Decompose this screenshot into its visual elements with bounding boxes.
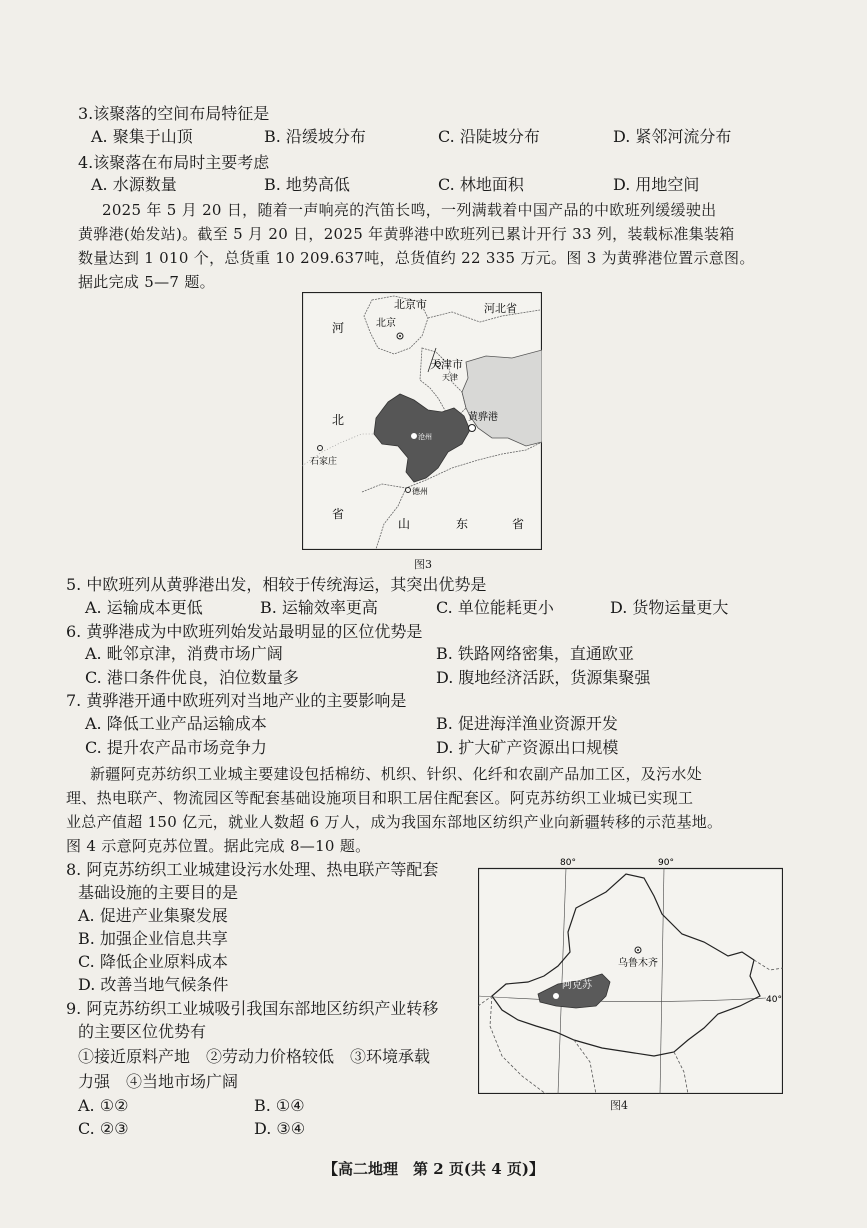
q6-option-b: B. 铁路网络密集，直通欧亚 (436, 644, 634, 663)
passage2-line2: 理、热电联产、物流园区等配套基础设施项目和职工居住配套区。阿克苏纺织工业城已实现工 (66, 789, 694, 807)
map3-label-he: 河 (332, 321, 345, 335)
q6-stem: 6. 黄骅港成为中欧班列始发站最明显的区位优势是 (66, 622, 423, 641)
map3-label-dong: 东 (456, 517, 469, 531)
q9-stem-line2: 的主要区位优势有 (78, 1022, 207, 1041)
q7-option-a: A. 降低工业产品运输成本 (85, 714, 267, 733)
passage1-line3: 数量达到 1 010 个，总货重 10 209.637吨，总货值约 22 335 万元。图 3 为黄骅港位置示意图。 (78, 249, 755, 267)
passage2-line1: 新疆阿克苏纺织工业城主要建设包括棉纺、机织、针织、化纤和农副产品加工区，及污水处 (90, 765, 703, 783)
q7-option-b: B. 促进海洋渔业资源开发 (436, 714, 618, 733)
passage1-line2: 黄骅港(始发站)。截至 5 月 20 日，2025 年黄骅港中欧班列已累计开行 33 列，装载标准集装箱 (78, 225, 735, 243)
map3-label-shijiazhuang: 石家庄 (310, 457, 338, 467)
map3-label-tianjin-city: 天津市 (430, 358, 463, 371)
q5-option-a: A. 运输成本更低 (85, 598, 203, 617)
q6-option-c: C. 港口条件优良，泊位数量多 (85, 668, 299, 687)
q8-stem-line2: 基础设施的主要目的是 (78, 883, 239, 902)
q9-items-line1: ①接近原料产地 ②劳动力价格较低 ③环境承载 (78, 1047, 431, 1066)
q6-option-d: D. 腹地经济活跃，货源集聚强 (436, 668, 651, 687)
q4-option-b: B. 地势高低 (264, 175, 350, 194)
q8-option-a: A. 促进产业集聚发展 (78, 906, 228, 925)
q9-option-a: A. ①② (78, 1096, 129, 1115)
q9-items-line2: 力强 ④当地市场广阔 (78, 1072, 239, 1091)
map3-label-sheng-right: 省 (512, 517, 525, 531)
q4-option-d: D. 用地空间 (613, 175, 700, 194)
map3-caption: 图3 (414, 558, 432, 571)
q9-option-c: C. ②③ (78, 1119, 129, 1138)
q9-option-d: D. ③④ (254, 1119, 306, 1138)
q8-option-b: B. 加强企业信息共享 (78, 929, 228, 948)
passage2-line3: 业总产值超 150 亿元，就业人数超 6 万人，成为我国东部地区纺织产业向新疆转移的示范基地。 (66, 813, 723, 831)
map4-label-aksu: 阿克苏 (562, 980, 592, 991)
q8-stem-line1: 8. 阿克苏纺织工业城建设污水处理、热电联产等配套 (66, 860, 439, 879)
q3-stem: 3.该聚落的空间布局特征是 (78, 104, 270, 123)
q4-stem: 4.该聚落在布局时主要考虑 (78, 153, 270, 172)
map3-label-cangzhou: 沧州 (418, 433, 432, 441)
map3-huanghua-location (302, 292, 542, 550)
map3-label-tianjin: 天津 (442, 373, 458, 382)
passage2-line4: 图 4 示意阿克苏位置。据此完成 8—10 题。 (66, 837, 371, 855)
q3-option-a: A. 聚集于山顶 (91, 127, 193, 146)
q4-option-a: A. 水源数量 (91, 175, 177, 194)
q9-option-b: B. ①④ (254, 1096, 305, 1115)
q3-option-c: C. 沿陡坡分布 (438, 127, 540, 146)
q8-option-d: D. 改善当地气候条件 (78, 975, 229, 994)
map3-label-beijing-city: 北京市 (394, 298, 427, 311)
q7-option-c: C. 提升农产品市场竞争力 (85, 738, 267, 757)
map4-aksu-location (478, 856, 783, 1094)
q5-option-b: B. 运输效率更高 (260, 598, 378, 617)
q3-option-b: B. 沿缓坡分布 (264, 127, 366, 146)
map3-label-bei: 北 (332, 413, 345, 427)
map4-caption: 图4 (610, 1099, 628, 1112)
q9-stem-line1: 9. 阿克苏纺织工业城吸引我国东部地区纺织产业转移 (66, 999, 439, 1018)
map4-label-lon90: 90° (658, 858, 674, 868)
q7-stem: 7. 黄骅港开通中欧班列对当地产业的主要影响是 (66, 691, 407, 710)
q5-stem: 5. 中欧班列从黄骅港出发，相较于传统海运，其突出优势是 (66, 575, 487, 594)
map3-label-huanghua-port: 黄骅港 (468, 412, 498, 423)
q6-option-a: A. 毗邻京津，消费市场广阔 (85, 644, 283, 663)
map4-label-urumqi: 乌鲁木齐 (618, 958, 658, 969)
passage1-line1: 2025 年 5 月 20 日，随着一声响亮的汽笛长鸣，一列满载着中国产品的中欧班列缓缓驶出 (102, 201, 717, 219)
passage1-line4: 据此完成 5—7 题。 (78, 273, 215, 291)
q5-option-c: C. 单位能耗更小 (436, 598, 554, 617)
map3-label-sheng-left: 省 (332, 507, 345, 521)
q7-option-d: D. 扩大矿产资源出口规模 (436, 738, 619, 757)
q3-option-d: D. 紧邻河流分布 (613, 127, 732, 146)
q4-option-c: C. 林地面积 (438, 175, 524, 194)
q5-option-d: D. 货物运量更大 (610, 598, 729, 617)
map3-label-beijing: 北京 (376, 318, 396, 329)
page-footer: 【高二地理 第 2 页(共 4 页)】 (323, 1160, 544, 1178)
map4-label-lon80: 80° (560, 858, 576, 868)
map3-label-shan: 山 (398, 517, 411, 531)
map3-label-hebei-province: 河北省 (484, 302, 517, 315)
q8-option-c: C. 降低企业原料成本 (78, 952, 228, 971)
map3-label-dezhou: 德州 (412, 487, 428, 496)
map4-label-lat40: 40° (766, 995, 782, 1005)
